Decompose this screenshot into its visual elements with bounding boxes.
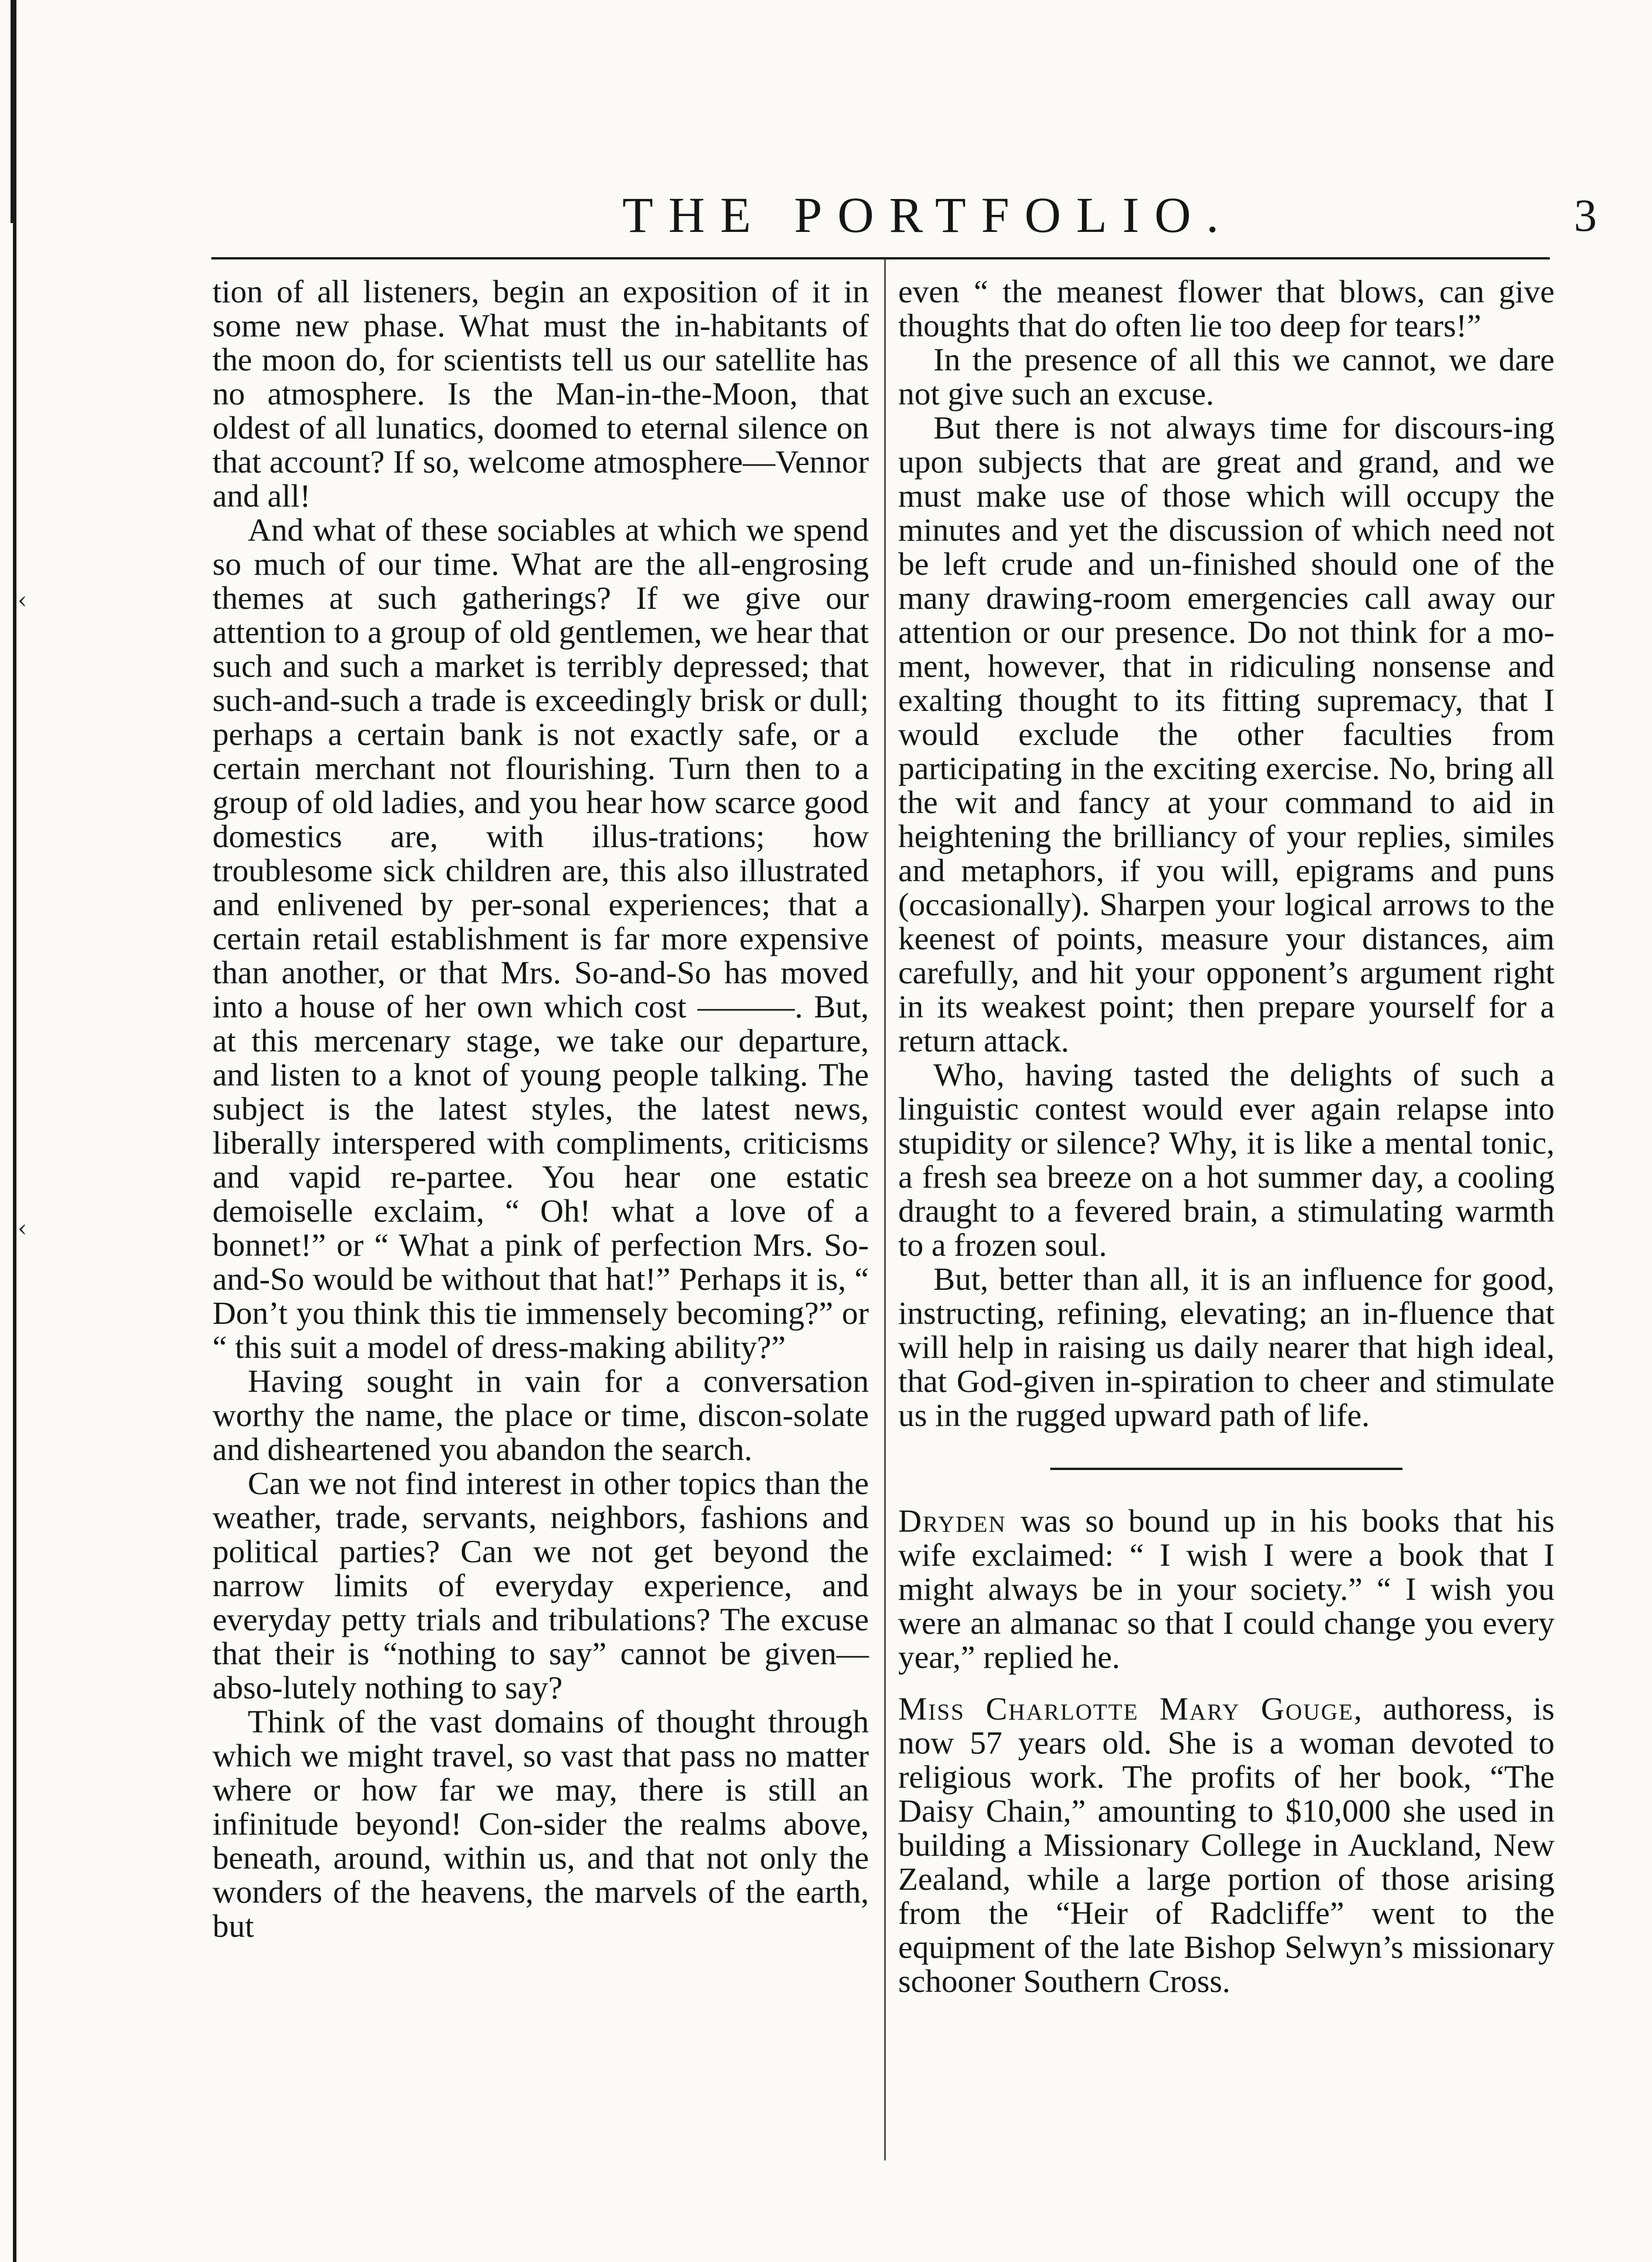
paragraph: Think of the vast domains of thought through which we might travel, so vast that pass no matter where or how far we may, there is still an infinitude beyond! Con-sider the realms above, beneath, around, within us, and that not only the wonders of the heavens, the marvels of the earth, but (213, 1704, 869, 1944)
paragraph: But, better than all, it is an influence for good, instructing, refining, elevating; an in-fluence that will help in raising us daily nearer that high ideal, that God-given in-spiration to cheer and stimulate us in the rugged upward path of life. (898, 1261, 1555, 1433)
paragraph: And what of these sociables at which we spend so much of our time. What are the all-engrosing themes at such gatherings? If we give our attention to a group of old gentlemen, we hear that such and such a market is terribly depressed; that such-and-such a trade is exceedingly brisk or dull; perhaps a certain bank is not exactly safe, or a certain merchant not flourishing. Turn then to a group of old ladies, and you hear how scarce good domestics are, with illus-trations; how troublesome sick children are, this also illustrated and enlivened by per-sonal experiences; that a certain retail establishment is far more expensive than another, or that Mrs. So-and-So has moved into a house of her own which cost ———. But, at this mercenary stage, we take our departure, and listen to a knot of young people talking. The subject is the latest styles, the latest news, liberally interspered with compliments, criticisms and vapid re-partee. You hear one estatic demoiselle exclaim, “ Oh! what a love of a bonnet!” or “ What a pink of perfection Mrs. So-and-So would be without that hat!” Perhaps it is, “ Don’t you think this tie immensely becoming?” or “ this suit a model of dress-making ability?” (213, 512, 869, 1365)
page-number: 3 (1574, 190, 1597, 241)
paragraph: Having sought in vain for a conversation worthy the name, the place or time, discon-solate and disheartened you abandon the search. (213, 1363, 869, 1467)
paragraph: Can we not find interest in other topics than the weather, trade, servants, neighbors, fashions and political parties? Can we not get beyond the narrow limits of everyday experience, and everyday petty trials and tribulations? The excuse that their is “nothing to say” cannot be given—abso-lutely nothing to say? (213, 1465, 869, 1705)
paragraph: But there is not always time for discours-ing upon subjects that are great and grand, and we must make use of those which will occupy the minutes and yet the discussion of which need not be left crude and un-finished should one of the many drawing-room emergencies call away our attention or our presence. Do not think for a mo-ment, however, that in ridiculing nonsense and exalting thought to its fitting supremacy, that I would exclude the other faculties from participating in the exciting exercise. No, bring all the wit and fancy at your command to aid in heightening the brilliancy of your replies, similes and metaphors, if you will, epigrams and puns (occasionally). Sharpen your logical arrows to the keenest of points, measure your distances, aim carefully, and hit your opponent’s argument right in its weakest point; then prepare yourself for a return attack. (898, 410, 1555, 1058)
anecdote-name: Miss Charlotte Mary Gouge, (898, 1691, 1363, 1727)
paragraph: In the presence of all this we cannot, we dare not give such an excuse. (898, 342, 1555, 412)
binding-edge-line (13, 0, 16, 2262)
page-header (211, 176, 1597, 247)
right-column (898, 275, 1555, 2016)
header-rule (211, 257, 1550, 259)
anecdote-text: was so bound up in his books that his wife exclaimed: “ I wish I were a book that I might always be in your society.” “ I wish you were an almanac so that I could change you every year,” replied he. (898, 1503, 1555, 1675)
paragraph: Who, having tasted the delights of such a linguistic contest would ever again relapse into stupidity or silence? Why, it is like a mental tonic, a fresh sea breeze on a hot summer day, a cooling draught to a fevered brain, a stimulating warmth to a frozen soul. (898, 1057, 1555, 1263)
anecdote-dryden (898, 1504, 1555, 1674)
left-column (213, 275, 869, 1943)
running-title: THE PORTFOLIO. (622, 187, 1235, 243)
anecdote-text: authoress, is now 57 years old. She is a woman devoted to religious work. The profits of her book, “The Daisy Chain,” amounting to $10,000 she used in building a Missionary College in Auckland, New Zealand, while a large portion of those arising from the “Heir of Radcliffe” went to the equipment of the late Bishop Selwyn’s missionary schooner Southern Cross. (898, 1691, 1555, 1999)
binding-edge-thick (11, 0, 16, 223)
anecdote-name: Dryden (898, 1503, 1007, 1539)
column-divider (884, 258, 886, 2160)
anecdote-gouge (898, 1692, 1555, 1998)
paragraph: even “ the meanest flower that blows, can give thoughts that do often lie too deep for tears!” (898, 274, 1555, 343)
margin-mark: ‹ (18, 587, 27, 614)
margin-mark: ‹ (18, 1215, 27, 1242)
paragraph: tion of all listeners, begin an exposition of it in some new phase. What must the in-habitants of the moon do, for scientists tell us our satellite has no atmosphere. Is the Man-in-the-Moon, that oldest of all lunatics, doomed to eternal silence on that account? If so, welcome atmosphere—Vennor and all! (213, 274, 869, 514)
section-separator (1050, 1468, 1402, 1470)
